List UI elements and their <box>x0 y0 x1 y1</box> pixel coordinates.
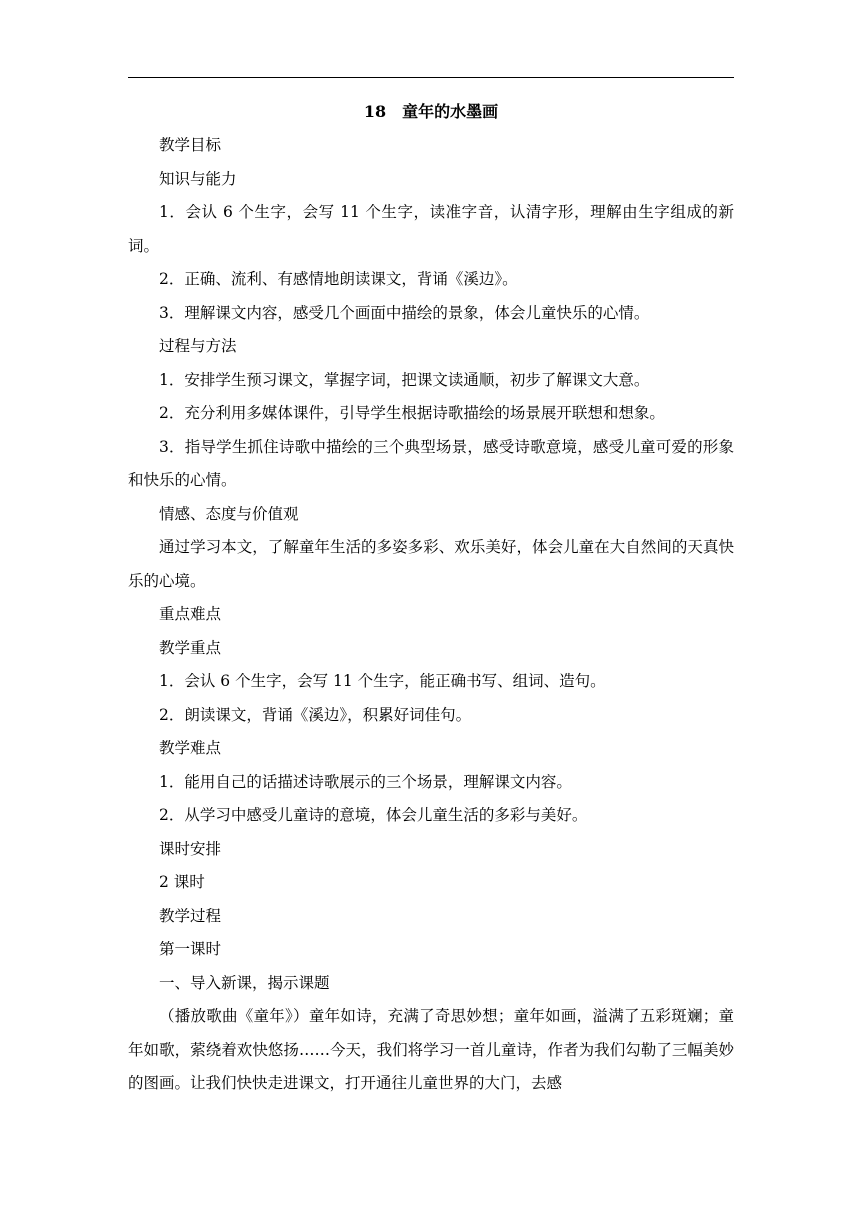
paragraph: 3．理解课文内容，感受几个画面中描绘的景象，体会儿童快乐的心情。 <box>159 303 650 322</box>
subsection-heading: 教学重点 <box>159 638 222 657</box>
subsection-heading: 一、导入新课，揭示课题 <box>159 973 330 992</box>
paragraph: 1．安排学生预习课文，掌握字词，把课文读通顺，初步了解课文大意。 <box>159 370 650 389</box>
subsection-heading: 知识与能力 <box>159 169 237 188</box>
document-body <box>128 95 734 1101</box>
subsection-heading: 过程与方法 <box>159 337 237 355</box>
section-heading: 重点难点 <box>159 605 222 623</box>
paragraph: 2．朗读课文，背诵《溪边》，积累好词佳句。 <box>159 705 472 724</box>
paragraph: （播放歌曲《童年》）童年如诗，充满了奇思妙想；童年如画，溢满了五彩斑斓；童年如歌，萦绕着欢快悠扬……今天，我们将学习一首儿童诗，作者为我们勾勒了三幅美妙的图画。让我们快快走进课文，打开通往儿童世界的大门，去感 <box>128 1007 734 1092</box>
paragraph: 通过学习本文，了解童年生活的多姿多彩、欢乐美好，体会儿童在大自然间的天真快乐的心境。 <box>128 538 734 590</box>
section-heading: 课时安排 <box>159 839 222 858</box>
paragraph: 2 课时 <box>159 873 205 891</box>
paragraph: 3．指导学生抓住诗歌中描绘的三个典型场景，感受诗歌意境，感受儿童可爱的形象和快乐的心情。 <box>128 437 734 489</box>
paragraph: 1．能用自己的话描述诗歌展示的三个场景，理解课文内容。 <box>159 772 572 791</box>
paragraph: 2．正确、流利、有感情地朗读课文，背诵《溪边》。 <box>159 270 518 288</box>
subsection-heading: 教学难点 <box>159 739 222 757</box>
paragraph: 1．会认 6 个生字，会写 11 个生字，能正确书写、组词、造句。 <box>159 672 606 690</box>
section-heading: 教学目标 <box>159 136 222 154</box>
subsection-heading: 第一课时 <box>159 940 222 958</box>
header-rule <box>128 77 734 78</box>
paragraph: 2．从学习中感受儿童诗的意境，体会儿童生活的多彩与美好。 <box>159 806 588 824</box>
document-title: 18 童年的水墨画 <box>363 102 499 121</box>
paragraph: 1．会认 6 个生字，会写 11 个生字，读准字音，认清字形，理解由生字组成的新词。 <box>128 203 734 255</box>
subsection-heading: 情感、态度与价值观 <box>159 504 299 523</box>
section-heading: 教学过程 <box>159 906 222 925</box>
paragraph: 2．充分利用多媒体课件，引导学生根据诗歌描绘的场景展开联想和想象。 <box>159 404 665 422</box>
